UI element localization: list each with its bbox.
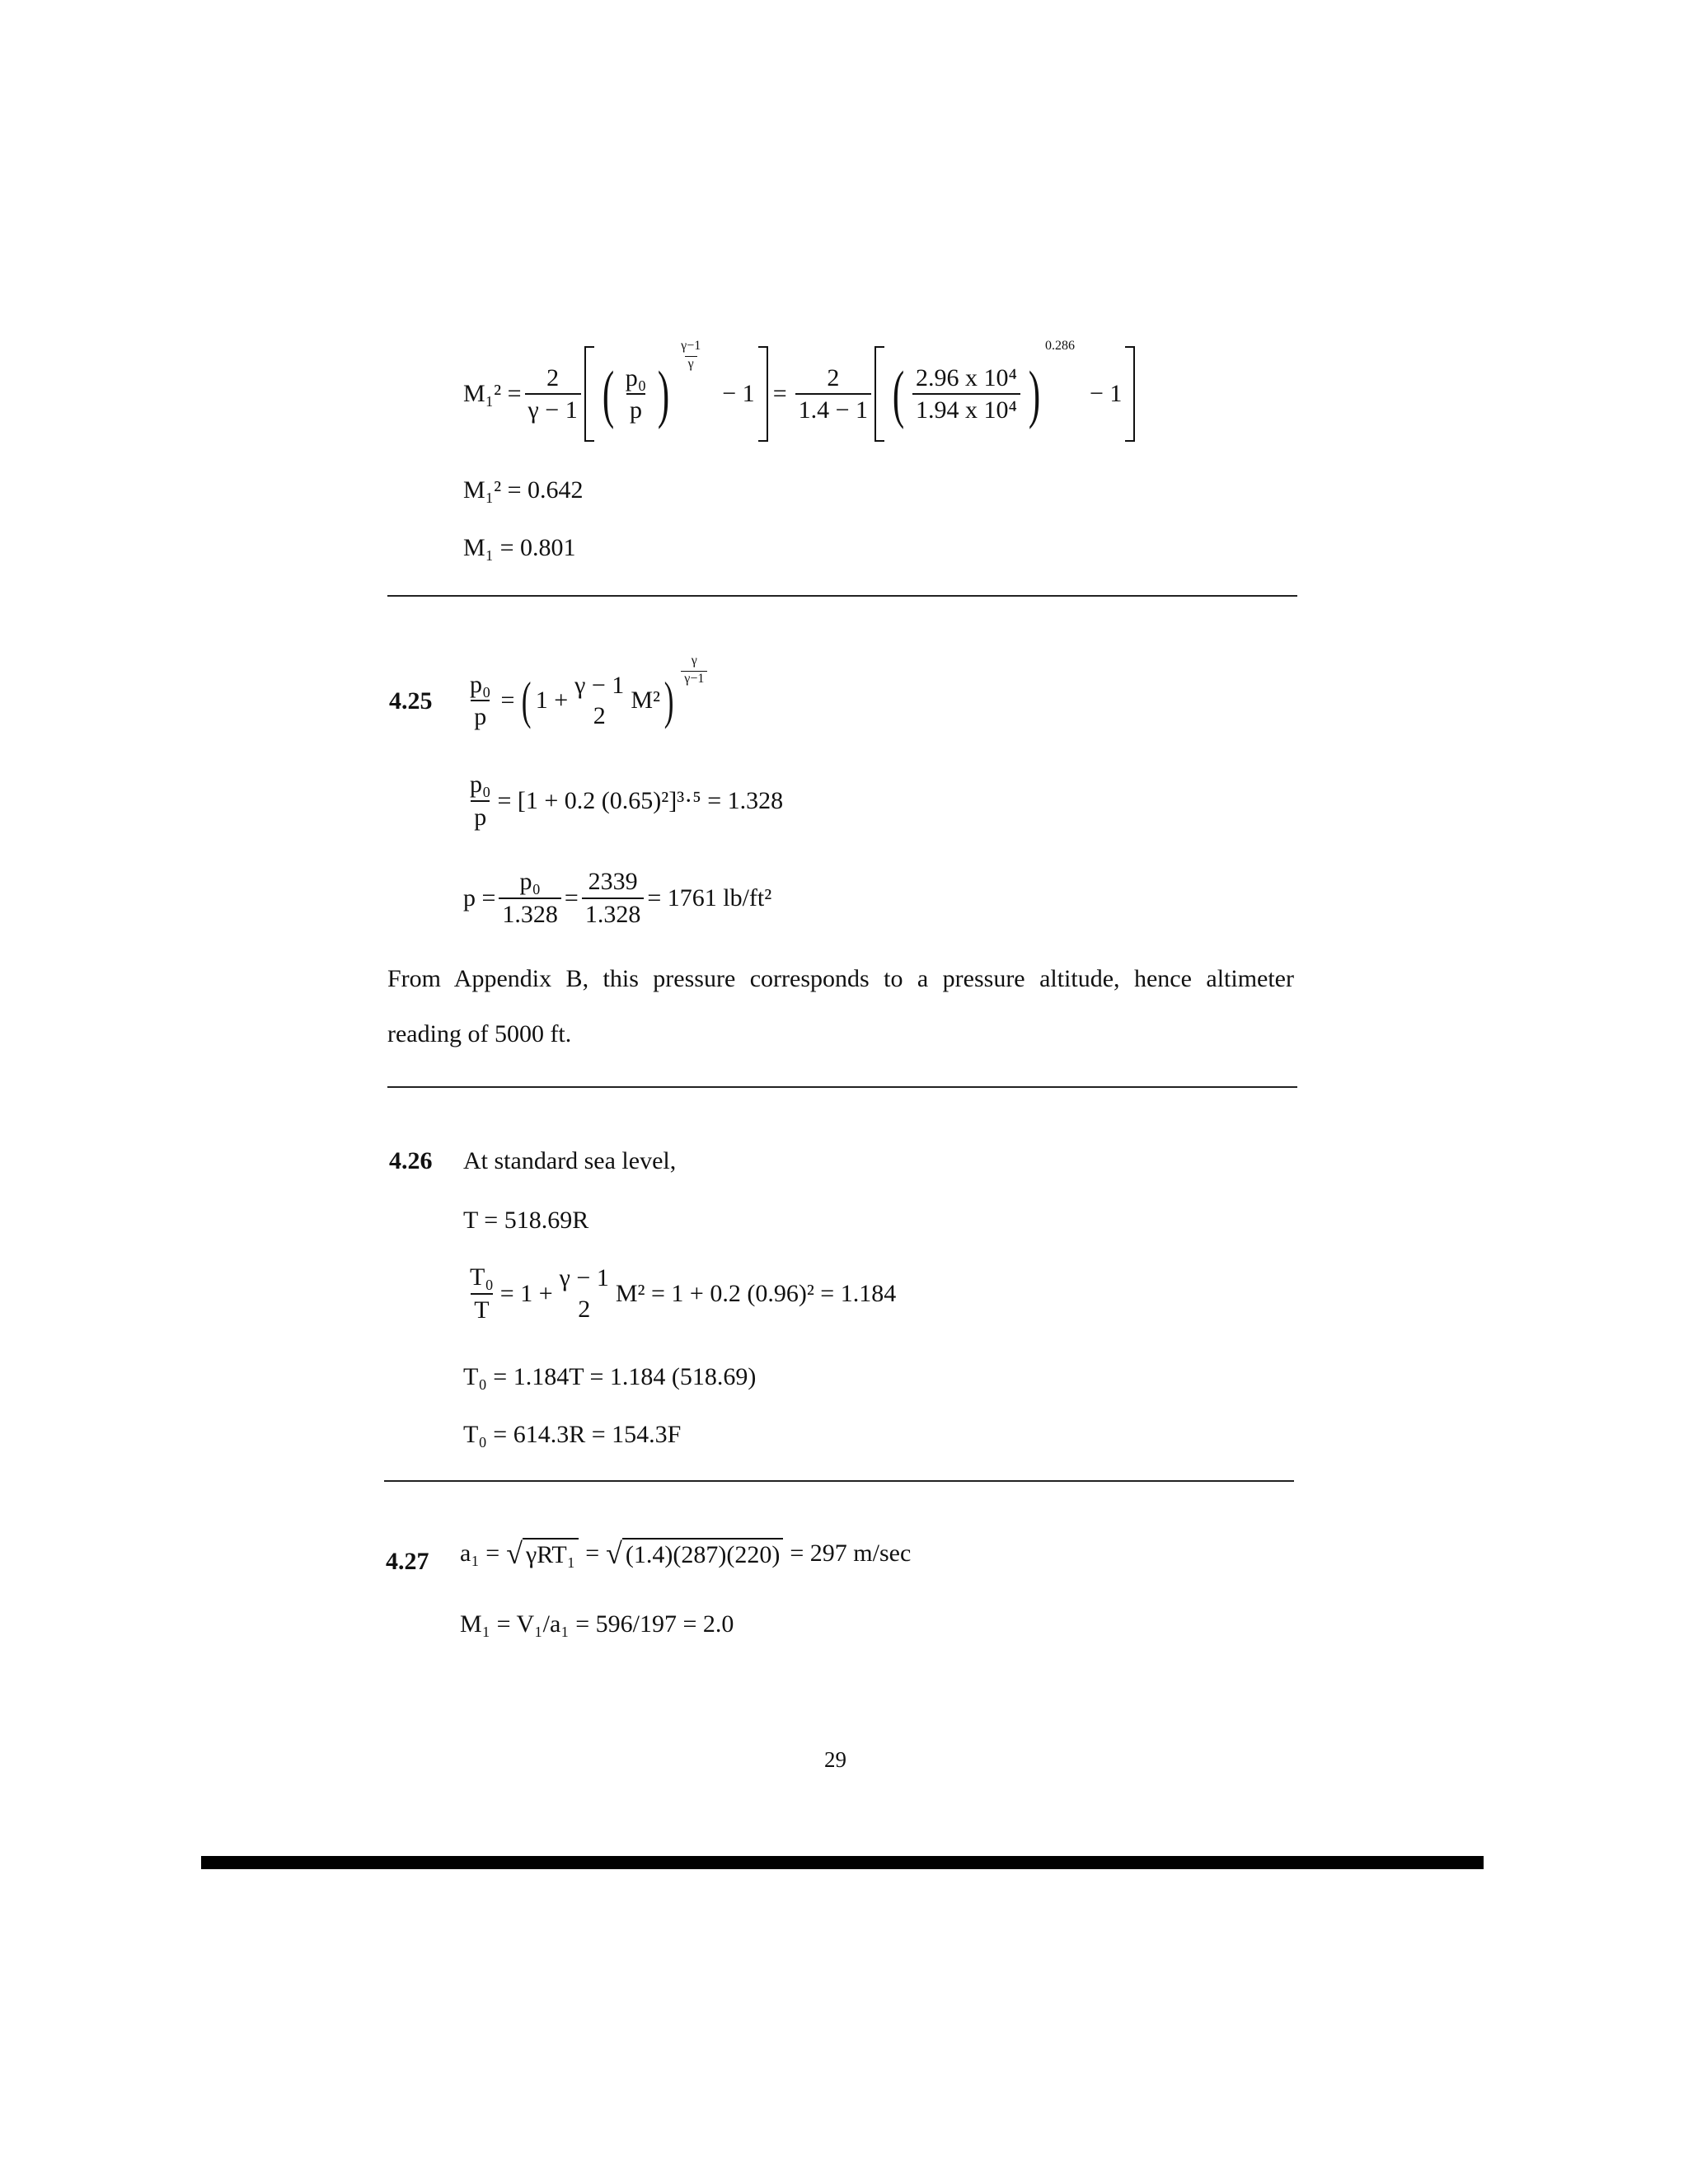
problem-label-425: 4.25 (389, 687, 433, 715)
eq-static-pressure: p = $\frac{\text{p₀}}{1.328}$ = $\frac{2339}{1.328}$ = 1761 lb/ft² (463, 868, 772, 928)
eq-lhs: M₁² = (463, 380, 522, 407)
bracket-left (584, 346, 594, 442)
paragraph-appendix: From Appendix B, this pressure corresponds to a pressure altitude, hence altimeter (387, 965, 1294, 992)
divider-1 (387, 595, 1297, 597)
frac-two-over-gamma: $\frac{2}{\gamma - 1}$ (525, 365, 581, 424)
frac-two-over-04: $\frac{2}{1.4 - 1}$ (795, 365, 871, 424)
result-stagnation-temp: T₀ = 614.3R = 154.3F (463, 1421, 682, 1448)
eq-mach-number: M₁ = V₁/a₁ = 596/197 = 2.0 (460, 1610, 734, 1638)
bracket-right (758, 346, 768, 442)
footer-bar (201, 1856, 1484, 1869)
eq-mach-squared-formula: M₁² = $\frac{2}{\gamma - 1}$ ( $\frac{\text{p₀}}{p}$ ) $\frac{\gamma-1}{\gamma}$ − 1 = $\frac{2}{1.4 - 1}$ ( $\frac{\text{2.96 x 10⁴}}{\text{1.94 x 10⁴}}$ ) 0.286 − 1 (463, 336, 1135, 452)
eq-speed-of-sound: a₁ = √ γRT₁ = √ (1.4)(287)(220) = 297 m/sec (460, 1537, 912, 1570)
exponent-gamma-ratio: $\frac{\gamma-1}{\gamma}$ (681, 339, 701, 371)
eq-isentropic-pressure: $\frac{\text{p₀}}{p}$ = ( 1 + γ − 1 2 M² ) $\frac{\gamma}{\gamma-1}$ (463, 651, 710, 750)
eq-temperature-ratio: $\frac{\text{T₀}}{T}$ = 1 + γ − 1 2 M² = 1 + 0.2 (0.96)² = 1.184 (470, 1263, 897, 1324)
divider-2 (387, 1086, 1297, 1088)
intro-sea-level: At standard sea level, (463, 1147, 677, 1174)
eq-temperature: T = 518.69R (463, 1207, 589, 1234)
page-number: 29 (824, 1747, 846, 1772)
problem-label-427: 4.27 (386, 1548, 429, 1575)
paragraph-appendix-line2: reading of 5000 ft. (387, 1020, 572, 1047)
frac-pressure-values: $\frac{\text{2.96 x 10⁴}}{\text{1.94 x 10⁴}}$ (912, 365, 1020, 424)
problem-label-426: 4.26 (389, 1147, 433, 1174)
eq-pressure-ratio-value: $\frac{\text{p₀}}{p}$ = [1 + 0.2 (0.65)²]³·⁵ = 1.328 (470, 771, 784, 831)
divider-3 (384, 1480, 1294, 1482)
eq-stagnation-temp: T₀ = 1.184T = 1.184 (518.69) (463, 1363, 757, 1390)
result-mach: M₁ = 0.801 (463, 534, 576, 561)
result-mach-squared: M₁² = 0.642 (463, 476, 584, 504)
frac-po-over-p: $\frac{\text{p₀}}{p}$ (625, 363, 647, 424)
